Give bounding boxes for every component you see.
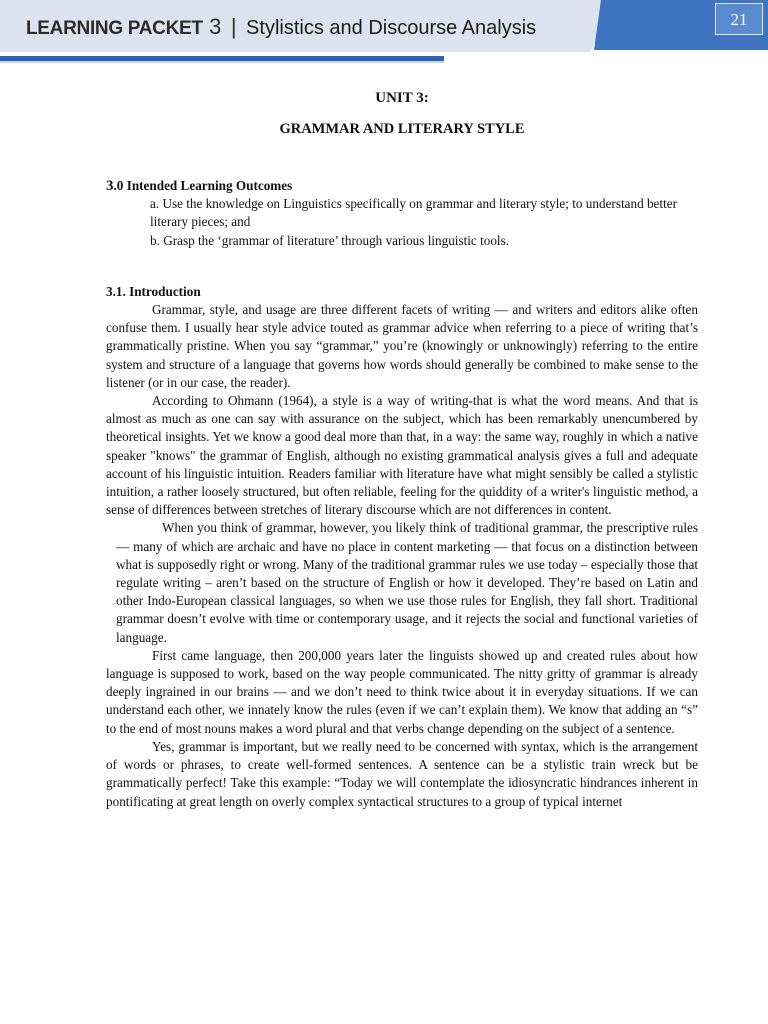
outcomes-heading-text: .0 Intended Learning Outcomes	[113, 178, 293, 193]
introduction-heading: 3.1. Introduction	[106, 283, 201, 299]
intro-paragraph: When you think of grammar, however, you likely think of traditional grammar, the prescriptive rules — many of which are archaic and have no place in content marketing — that focus on a distinction between what is supposedly right or wrong. Many of the traditional grammar rules we use today – especially those that regulate writing – aren’t based on the structure of English or how it developed. They’re based on Latin and other Indo-European classical languages, so when we use those rules for English, they fall short. Traditional grammar doesn’t evolve with time or contemporary usage, and it rejects the social and functional varieties of language.	[116, 520, 698, 645]
packet-label: LEARNING PACKET	[26, 18, 203, 39]
unit-subtitle: GRAMMAR AND LITERARY STYLE	[279, 121, 525, 137]
page-number: 21	[715, 3, 763, 35]
outcomes-heading	[106, 177, 698, 195]
packet-header	[26, 14, 536, 40]
intro-paragraph: According to Ohmann (1964), a style is a way of writing-that is what the word means. And that is almost as much as one can say with assurance on the subject, which has been remarkably unencumbered by theoretical insights. Yet we know a good deal more than that, in a way: the same way, roughly in which a native speaker "knows" the grammar of English, although no existing grammatical analysis gives a full and adequate account of his linguistic intuition. Readers familiar with literature have what might sensibly be called a stylistic intuition, a rather loosely structured, but often reliable, feeling for the quiddity of a writer's linguistic method, a sense of differences between stretches of literary discourse which are not differences in content.	[106, 393, 698, 518]
intro-paragraph: First came language, then 200,000 years later the linguists showed up and created rules about how language is supposed to work, based on the way people communicated. The nitty gritty of grammar is already deeply ingrained in our brains — and we don’t need to think twice about it in everyday situations. If we can understand each other, we innately know the rules (even if we can’t explain them). We know that adding an “s” to the end of most nouns makes a word plural and that verbs change depending on the subject of a sentence.	[106, 647, 698, 736]
outcomes-list	[150, 195, 698, 250]
intro-paragraph: Yes, grammar is important, but we really need to be concerned with syntax, which is the arrangement of words or phrases, to create well-formed sentences. A sentence can be a stylistic train wreck but be grammatically perfect! Take this example: “Today we will contemplate the idiosyncratic hindrances inherent in pontificating at great length on overly complex syntactical structures to a group of typical internet	[106, 738, 698, 809]
header-separator: |	[230, 14, 237, 39]
outcome-item: a. Use the knowledge on Linguistics specifically on grammar and literary style; to understand better literary pieces; and	[150, 196, 677, 230]
outcome-item: b. Grasp the ‘grammar of literature’ through various linguistic tools.	[150, 232, 510, 248]
header-rule-shadow	[0, 61, 444, 63]
packet-number: 3	[209, 14, 222, 39]
document-body	[106, 86, 698, 811]
unit-title: UNIT 3:	[375, 90, 429, 106]
outcomes-number: 3	[106, 178, 114, 194]
intro-paragraph: Grammar, style, and usage are three different facets of writing — and writers and editors alike often confuse them. I usually hear style advice touted as grammar advice when referring to a piece of writing that’s grammatically pristine. When you say “grammar,” you’re (knowingly or unknowingly) referring to the entire system and structure of a language that governs how words should generally be combined to make sense to the listener (or in our case, the reader).	[106, 302, 698, 390]
course-title: Stylistics and Discourse Analysis	[246, 17, 537, 39]
